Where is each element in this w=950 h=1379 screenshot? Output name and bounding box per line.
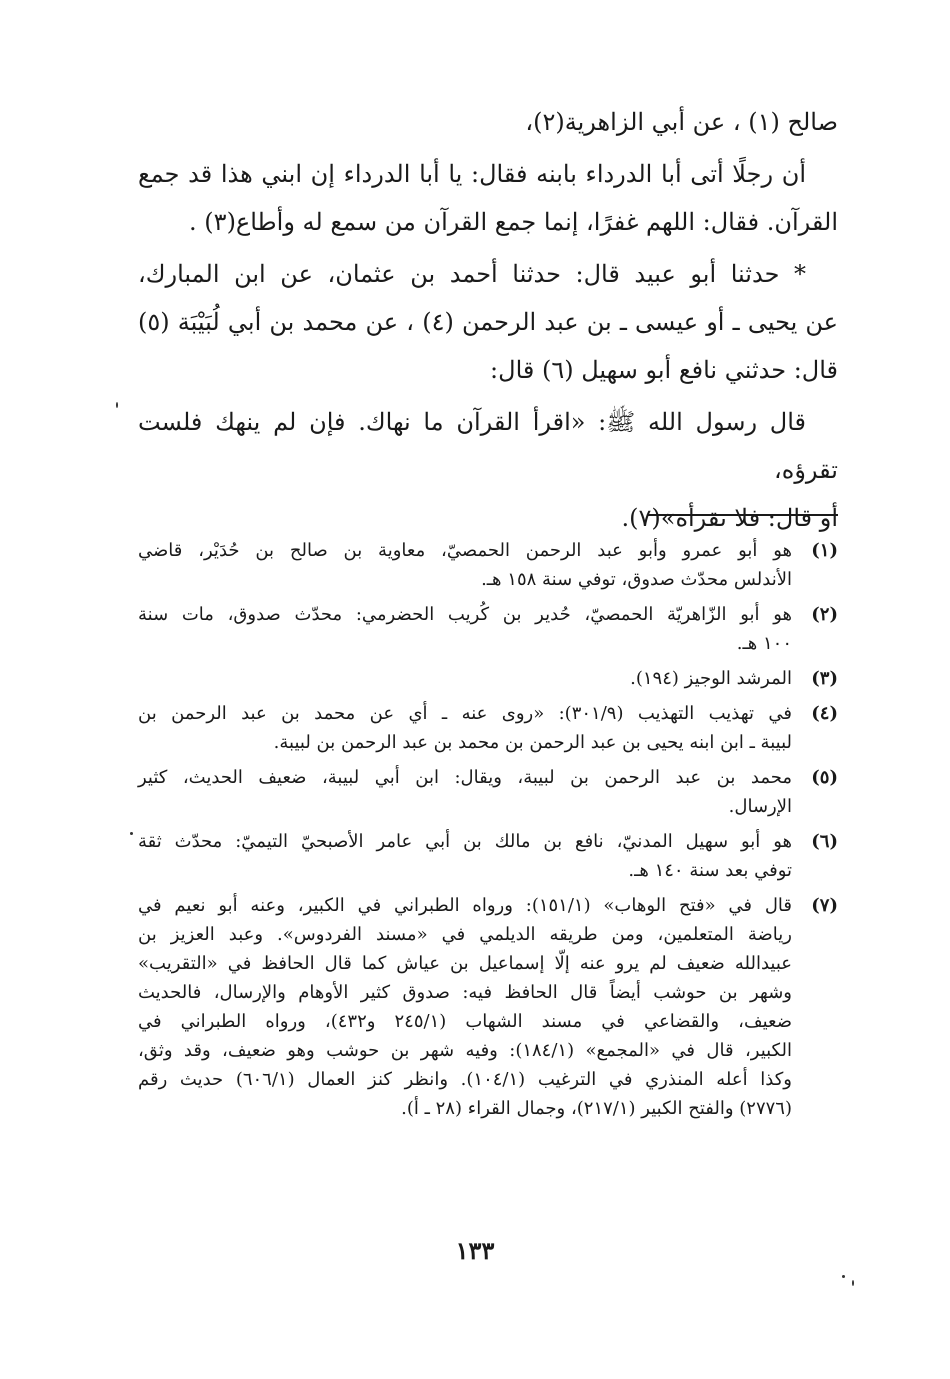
- scan-speck: [116, 402, 118, 408]
- text-line: محمد بن عبد الرحمن بن لبيبة، ويقال: ابن أبي لبيبة، ضعيف الحديث، كثير: [138, 767, 792, 788]
- text-line: المرشد الوجيز (١٩٤).: [630, 668, 792, 689]
- text-line: رياضة المتعلمين، ومن طريقه الديلمي في «مسند الفردوس». وعبد العزيز بن: [138, 924, 792, 945]
- text-line: قال: حدثني نافع أبو سهيل (٦) قال:: [490, 356, 838, 384]
- scan-speck: [852, 1280, 854, 1286]
- footnote-2: [138, 600, 838, 658]
- footnote-number: (٧): [811, 895, 838, 916]
- text-line: وشهر بن حوشب أيضاً قال الحافظ فيه: صدوق كثير الأوهام والإرسال، فالحديث: [138, 982, 792, 1003]
- text-line: عبيدالله ضعيف لم يرو عنه إلّا إسماعيل بن عياش كما قال الحافظ في «التقريب»: [138, 953, 792, 974]
- text-line: لبيبة ـ ابن ابنه يحيى بن عبد الرحمن بن محمد بن عبد الرحمن بن لبيبة.: [273, 732, 792, 753]
- footnote-3: [138, 664, 838, 693]
- paragraph-1: [138, 98, 838, 146]
- page-number: ١٣٣: [455, 1236, 495, 1265]
- text-line: القرآن. فقال: اللهم غفرًا، إنما جمع القرآن من سمع له وأطاع(٣) .: [189, 208, 838, 236]
- footnote-text: [138, 891, 792, 1123]
- text-line: هو أبو عمرو وأبو عبد الرحمن الحمصيّ، معاوية بن صالح بن حُدَيْر، قاضي: [138, 540, 792, 561]
- scan-speck: [130, 832, 133, 835]
- footnote-4: [138, 699, 838, 757]
- text-line: أو قال: فلا تقرأه»(٧).: [621, 504, 838, 532]
- text-line: وكذا أعله المنذري في الترغيب (١٠٤/١). وانظر كنز العمال (٦٠٦/١) حديث رقم: [138, 1069, 792, 1090]
- footnote-number: (٤): [811, 703, 838, 724]
- footnote-number: (٢): [811, 604, 838, 625]
- footnote-text: [138, 536, 792, 594]
- main-text: [138, 98, 838, 542]
- text-line: الإرسال.: [728, 796, 792, 817]
- footnote-1: [138, 536, 838, 594]
- footnote-number: (٥): [811, 767, 838, 788]
- paragraph-3: [138, 250, 838, 394]
- paragraph-2: [138, 150, 838, 246]
- text-line: الكبير، قال في «المجمع» (١٨٤/١): وفيه شهر بن حوشب وهو ضعيف، وقد وثق،: [138, 1040, 792, 1061]
- text-line: قال رسول الله ﷺ: «اقرأ القرآن ما نهاك. فإن لم ينهك فلست تقرؤه،: [138, 408, 838, 484]
- text-line: (٢٧٧٦) والفتح الكبير (٢١٧/١)، وجمال القراء (٢٨ ـ أ).: [401, 1098, 792, 1119]
- footnote-number: (١): [811, 540, 838, 561]
- footnote-7: [138, 891, 838, 1123]
- footnote-number: (٣): [811, 668, 838, 689]
- text-line: هو أبو الزّاهريّة الحمصيّ، حُدير بن كُريب الحضرمي: محدّث صدوق، مات سنة: [138, 604, 792, 625]
- footnote-text: [138, 664, 792, 693]
- text-line: صالح (١) ، عن أبي الزاهرية(٢)،: [525, 108, 838, 136]
- text-line: أن رجلًا أتى أبا الدرداء بابنه فقال: يا أبا الدرداء إن ابني هذا قد جمع: [138, 160, 806, 188]
- footnote-text: [138, 827, 792, 885]
- footnote-text: [138, 600, 792, 658]
- scan-speck: [842, 1275, 845, 1278]
- footnote-separator: [648, 514, 838, 516]
- paragraph-4: [138, 398, 838, 542]
- text-line: توفي بعد سنة ١٤٠ هـ.: [628, 860, 792, 881]
- footnote-6: [138, 827, 838, 885]
- text-line: ضعيف، والقضاعي في مسند الشهاب (٢٤٥/١ و٤٣٢)، ورواه الطبراني في: [138, 1011, 792, 1032]
- text-line: * حدثنا أبو عبيد قال: حدثنا أحمد بن عثمان، عن ابن المبارك،: [138, 260, 806, 288]
- text-line: في تهذيب التهذيب (٣٠١/٩): «روى عنه ـ أي عن محمد بن عبد الرحمن بن: [138, 703, 792, 724]
- text-line: عن يحيى ـ أو عيسى ـ بن عبد الرحمن (٤) ، عن محمد بن أبي لُبَيْبَة (٥): [138, 308, 839, 336]
- footnotes: [138, 536, 838, 1129]
- footnote-5: [138, 763, 838, 821]
- footnote-text: [138, 763, 792, 821]
- text-line: قال في «فتح الوهاب» (١٥١/١): ورواه الطبراني في الكبير، وعنه أبو نعيم في: [138, 895, 792, 916]
- footnote-text: [138, 699, 792, 757]
- text-line: هو أبو سهيل المدنيّ، نافع بن مالك بن أبي عامر الأصبحيّ التيميّ: محدّث ثقة: [138, 831, 792, 852]
- footnote-number: (٦): [811, 831, 838, 852]
- text-line: ١٠٠ هـ.: [736, 633, 792, 654]
- text-line: الأندلس محدّث صدوق، توفي سنة ١٥٨ هـ.: [481, 569, 792, 590]
